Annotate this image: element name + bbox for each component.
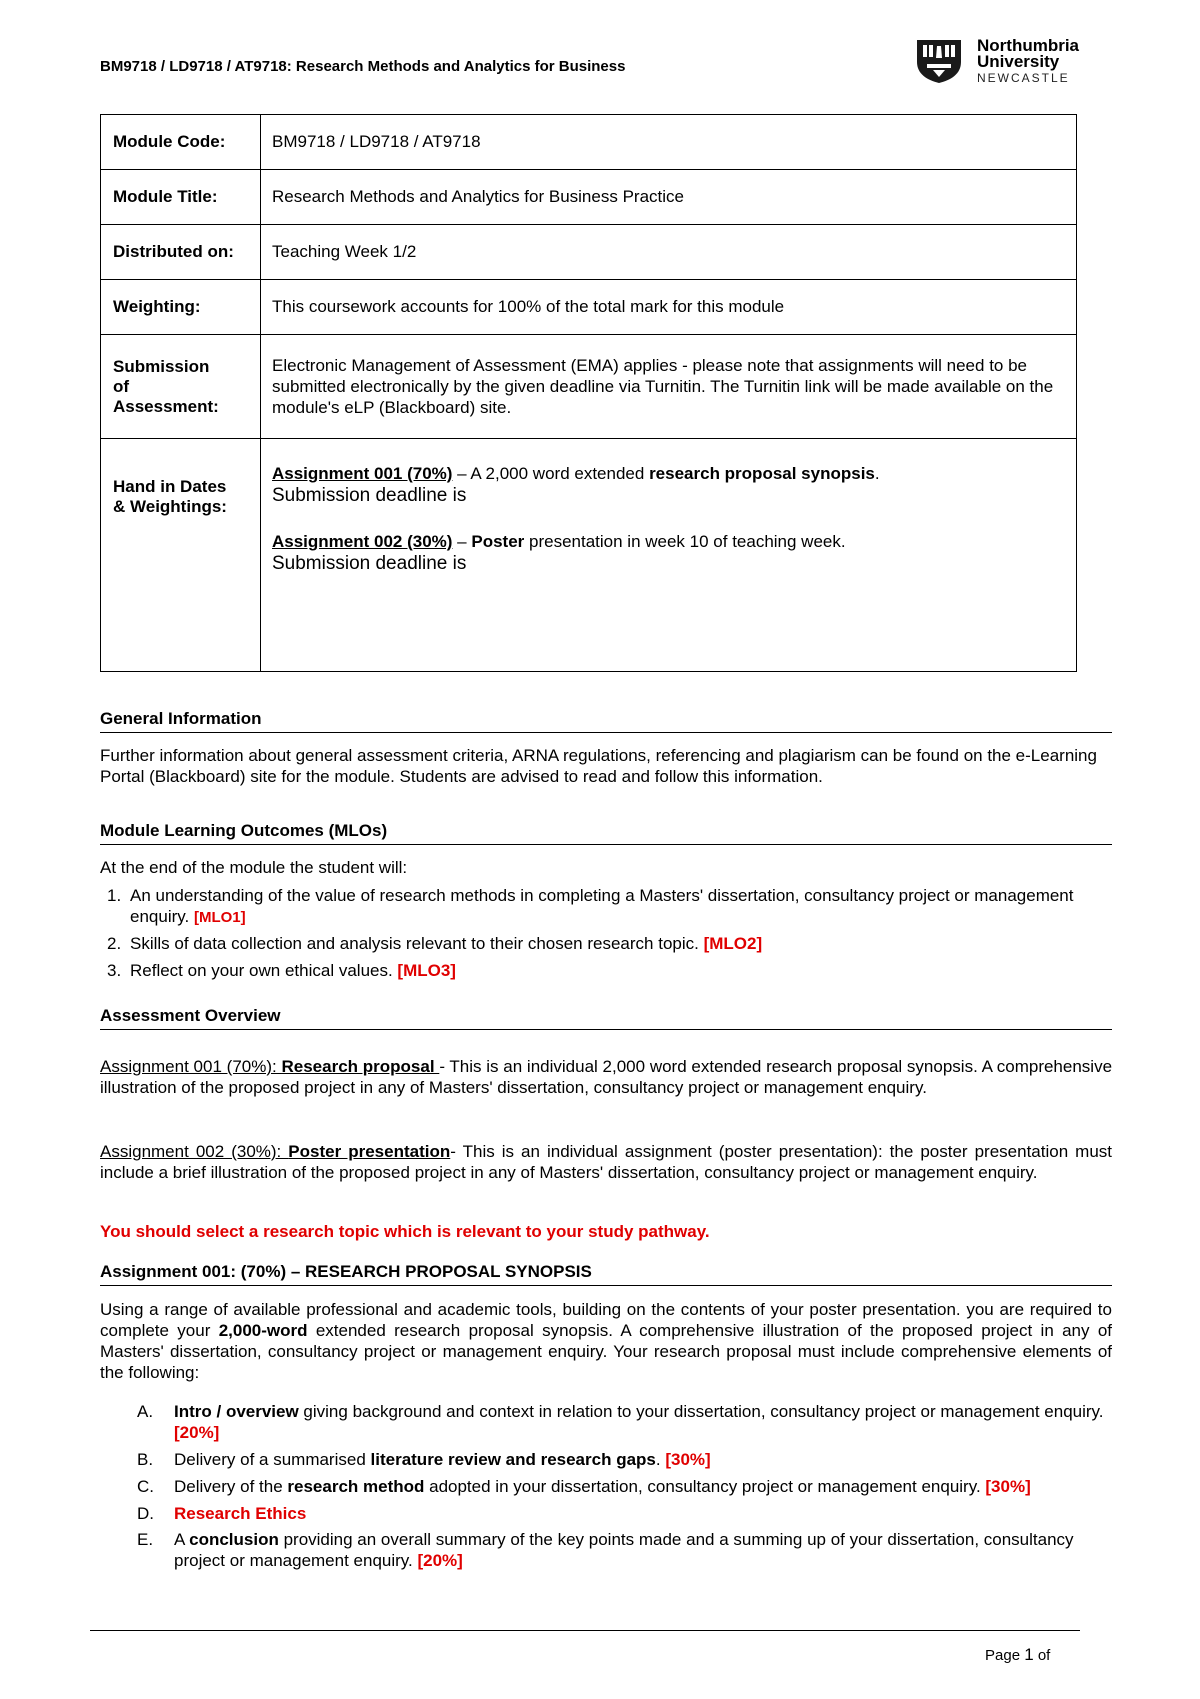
mlo-number: 3. bbox=[107, 961, 122, 980]
item-pre: Delivery of a summarised bbox=[174, 1450, 371, 1469]
university-logo bbox=[915, 38, 1115, 88]
item-post: giving background and context in relation to your dissertation, consultancy project or management enquiry. bbox=[298, 1402, 1104, 1421]
table-row bbox=[101, 280, 1077, 335]
distributed-value: Teaching Week 1/2 bbox=[261, 225, 1077, 280]
item-pre: Delivery of the bbox=[174, 1477, 288, 1496]
module-code-value: BM9718 / LD9718 / AT9718 bbox=[261, 115, 1077, 170]
overview-a1-label: Assignment 001 (70%): bbox=[100, 1057, 282, 1076]
item-letter: A. bbox=[137, 1402, 154, 1421]
hand-in-label-line2: & Weightings: bbox=[113, 497, 227, 516]
assignment-001-end: . bbox=[874, 464, 880, 483]
module-code-label: Module Code: bbox=[101, 115, 261, 170]
general-info-heading: General Information bbox=[100, 709, 1112, 733]
document-header-title: BM9718 / LD9718 / AT9718: Research Methods and Analytics for Business bbox=[100, 58, 626, 75]
submission-label bbox=[101, 335, 261, 439]
item-tag: [30%] bbox=[985, 1477, 1031, 1496]
synopsis-intro-bold: 2,000-word bbox=[218, 1321, 308, 1340]
overview-a2-bold: Poster presentation bbox=[288, 1142, 451, 1161]
item-letter: D. bbox=[137, 1504, 154, 1523]
mlo-tag: [MLO1] bbox=[193, 909, 246, 926]
mlo-text: An understanding of the value of research methods in completing a Masters' dissertation, consultancy project or management enquiry. bbox=[130, 886, 1074, 926]
mlo-tag: [MLO2] bbox=[703, 934, 763, 953]
submission-value: Electronic Management of Assessment (EMA) applies - please note that assignments will need to be submitted electronically by the given deadline via Turnitin. The Turnitin link will be made available on the module's eLP (Blackboard) site. bbox=[261, 335, 1077, 439]
submission-label-line3: Assessment: bbox=[113, 396, 219, 416]
item-tag: [20%] bbox=[417, 1551, 463, 1570]
crest-icon bbox=[915, 38, 963, 84]
assignment-001-bold: research proposal synopsis bbox=[649, 464, 875, 483]
assignment-002-dash: – bbox=[452, 532, 472, 551]
item-tag: Research Ethics bbox=[174, 1504, 307, 1523]
table-row bbox=[101, 225, 1077, 280]
submission-label-line2: of bbox=[113, 376, 130, 396]
table-row bbox=[101, 170, 1077, 225]
item-tag: [20%] bbox=[174, 1423, 220, 1442]
assignment-001-title: Assignment 001 (70%) bbox=[272, 464, 453, 483]
overview-a1-text: - This is an individual 2,000 word extended research proposal synopsis. A comprehensive illustration of the proposed project in any of Masters' dissertation, consultancy project or management enquiry. bbox=[100, 1057, 1113, 1097]
mlo-text: Reflect on your own ethical values. bbox=[130, 961, 398, 980]
item-post: providing an overall summary of the key points made and a summing up of your dissertation, consultancy project or management enquiry. bbox=[174, 1530, 1074, 1570]
overview-assignment-002 bbox=[100, 1141, 1112, 1183]
assignment-001-mid: – A 2,000 word extended bbox=[452, 464, 650, 483]
footer-divider bbox=[90, 1630, 1080, 1631]
general-info-text: Further information about general assessment criteria, ARNA regulations, referencing and plagiarism can be found on the e-Learning Portal (Blackboard) site for the module. Students are advised to read and follow this information. bbox=[100, 746, 1097, 786]
overview-a2-text: - This is an individual assignment (poster presentation): the poster presentation must include a brief illustration of the proposed project in any of Masters' dissertation, consultancy project or management enquiry. bbox=[100, 1142, 1113, 1182]
module-info-table bbox=[100, 114, 1077, 672]
item-bold: Intro / overview bbox=[174, 1402, 299, 1421]
assignment-001-line bbox=[272, 463, 1065, 485]
item-tag: [30%] bbox=[665, 1450, 711, 1469]
assignment-002-deadline: Submission deadline is bbox=[272, 553, 467, 574]
topic-notice: You should select a research topic which is relevant to your study pathway. bbox=[100, 1222, 710, 1241]
hand-in-label bbox=[101, 439, 261, 672]
mlo-text: Skills of data collection and analysis relevant to their chosen research topic. bbox=[130, 934, 704, 953]
item-letter: B. bbox=[137, 1450, 154, 1469]
synopsis-intro-a: Using a range of available professional and academic tools, building on the contents of your poster presentation. you are required to complete your bbox=[100, 1300, 1112, 1340]
assignment-001-deadline: Submission deadline is bbox=[272, 485, 467, 506]
synopsis-intro bbox=[100, 1299, 1112, 1383]
table-row bbox=[101, 115, 1077, 170]
synopsis-heading-text: Assignment 001: (70%) – RESEARCH PROPOSAL SYNOPSIS bbox=[100, 1262, 592, 1281]
submission-label-line1: Submission bbox=[113, 356, 210, 376]
assignment-002-title: Assignment 002 (30%) bbox=[272, 532, 453, 551]
item-post: adopted in your dissertation, consultancy project or management enquiry. bbox=[424, 1477, 986, 1496]
logo-name-line1: Northumbria bbox=[977, 36, 1079, 55]
item-post: . bbox=[655, 1450, 666, 1469]
mlo-number: 1. bbox=[107, 886, 122, 905]
item-letter: C. bbox=[137, 1477, 154, 1496]
overview-a2-label: Assignment 002 (30%): bbox=[100, 1142, 289, 1161]
hand-in-label-line1: Hand in Dates bbox=[113, 477, 227, 496]
page-suffix: of bbox=[1033, 1647, 1051, 1664]
assignment-002-line bbox=[272, 531, 1065, 553]
item-pre: A bbox=[174, 1530, 190, 1549]
page-num: 1 bbox=[1024, 1645, 1034, 1664]
item-bold: conclusion bbox=[189, 1530, 279, 1549]
overview-a1-bold: Research proposal bbox=[281, 1057, 440, 1076]
module-title-label: Module Title: bbox=[101, 170, 261, 225]
item-bold: research method bbox=[287, 1477, 425, 1496]
assignment-002-rest: presentation in week 10 of teaching week. bbox=[524, 532, 846, 551]
page-number bbox=[985, 1645, 1050, 1665]
mlo-number: 2. bbox=[107, 934, 122, 953]
synopsis-heading bbox=[100, 1262, 1112, 1286]
item-bold: literature review and research gaps bbox=[370, 1450, 656, 1469]
mlo-heading: Module Learning Outcomes (MLOs) bbox=[100, 821, 1112, 845]
table-row bbox=[101, 439, 1077, 672]
overview-assignment-001 bbox=[100, 1056, 1112, 1098]
synopsis-intro-b: extended research proposal synopsis. A comprehensive illustration of the proposed project in any of Masters' dissertation, consultancy project or management enquiry. Your research proposal must include comprehensive elements of the following: bbox=[100, 1321, 1113, 1382]
logo-location: NEWCASTLE bbox=[977, 71, 1070, 85]
mlo-tag: [MLO3] bbox=[397, 961, 456, 980]
weighting-value: This coursework accounts for 100% of the total mark for this module bbox=[261, 280, 1077, 335]
distributed-label: Distributed on: bbox=[101, 225, 261, 280]
assignment-002-bold: Poster bbox=[471, 532, 525, 551]
logo-name-line2: University bbox=[977, 52, 1060, 71]
overview-heading: Assessment Overview bbox=[100, 1006, 1112, 1030]
mlo-intro: At the end of the module the student will: bbox=[100, 858, 408, 877]
page-prefix: Page bbox=[985, 1647, 1025, 1664]
item-letter: E. bbox=[137, 1530, 154, 1549]
weighting-label: Weighting: bbox=[101, 280, 261, 335]
table-row bbox=[101, 335, 1077, 439]
module-title-value: Research Methods and Analytics for Business Practice bbox=[261, 170, 1077, 225]
hand-in-value bbox=[261, 439, 1077, 672]
